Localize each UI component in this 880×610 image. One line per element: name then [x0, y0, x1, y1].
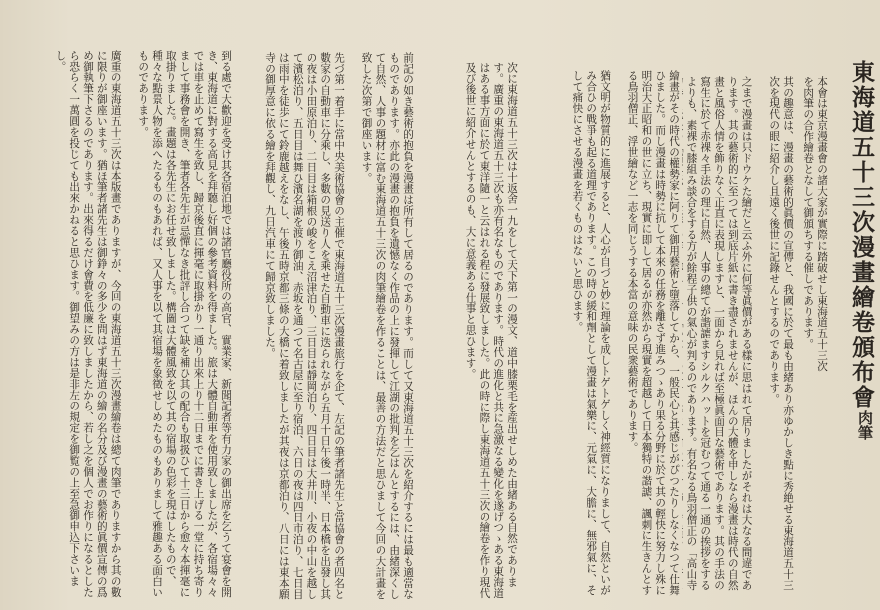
text-column-2: 其の趣意は、漫畫の藝術的眞價の宣傳と、我國に於て最も由緒あり亦ゆかしき點に秀絶せる東海道五十三次を現代の眼に紹介し且遠く後世に記錄せんとするのであります。 之まで漫畫は只ドウケた繪だと云ふ外に何等眞價がある樣に思はれて居りましたがそれは大なる間違であります。其の藝術的に至つては到底片紙に書き盡されませんが、ほんの大體を申しなら漫畫は時代の自然畫と風俗人情を飾りなく正直に表現しますと、一面から見れば至極眞面目な藝術であります。其の手法の寫生に於て赤裸々手法の理に自然、人事の總てが諧謔ますシルクハットを冠むつて通る一通の挨拶をするよりも、素裸で膝組み談合をする方が餘程子供の氣心が判るのであります。有名なる鳥羽僧正の「高山寺 [685, 76, 794, 591]
text-column-1: 本會は東京漫畫會の諸大家が實際に踏破せし東海道五十三次を肉筆の合作繪卷となして御頒ちする催しであります。 [802, 76, 828, 372]
page-title [848, 60, 874, 440]
title-sub: 肉筆 [856, 410, 874, 440]
title-main: 東海道五十三次漫畫繪卷頒布會 [848, 60, 875, 410]
text-column-4: 次に東海道五十三次は十返舍一九をして天下第一の漫文、道中膝栗毛を産出せしめた由緒ある自然であります。廣重の東海道五十三次も亦有名なものであります。時代の進化と共に急激なる變化を遂げつゝある東海道はある事方面に於て東洋隨一と云はれる程に發展致しました。此の時に際し東海道五十三次の繪卷を作り現代及び後世に紹介せんとするのも、大に意義ある仕事と思ひます。 [464, 62, 518, 599]
text-column-5: 前記の如き藝術的抱負を漫畫は所有して居るのであります。而して又東海道五十三次を紹介するには最も適當なものであります。亦此の漫畫の抱負を遺憾なく作品の上に發揮して江湖の批判を乞はんとするには、由緒深くして自然、人事の題材に富む東海道五十三次の肉筆繪卷を作ることは、最善の方法だと思ひまして今回の大計畫を致した次第で御座います。 先づ第一着手に當中央美術協會の主催で東海道五十三次漫畫旅行を企て、左記の筆者諸先生と當協會の者四名と數家の自動車に分乘し、多數の見送り人を乘せた自動車に迭られながら五月十日午後一時半、日本橋を出發し其の夜は小田原泊り、二日目は箱根の峻をこえ沼津泊り、三日目は靜岡泊り、四日目は大井川、小夜の中山を越して濱松泊り、五日目は舞ひ濱名湖を渡り御油、赤坂を通つて名古屋に至り宿泊、六日の夜は四日市泊り、七日目は雨中を徒歩にて鈴鹿越えをなし、午後五時京都三條の大橋に着致しましたが其夜は京都泊り、八日には東本願寺の御厚意に依る繪を拜觀し、九日汽車にて歸京致しました。 [264, 52, 414, 600]
text-column-3: 繪畫がその時代の權勢家に阿りて御用藝術と墮落してから、一般民心と其感じがぴつたりしなくなつて仕舞ひました。而し漫畫は時勢に抗して本來の任務を離さず進みつゝあり果る分野に於て其の輕快に努力し殊に明治大正昭和の世に立ち、現實に即して居るが亦然から現實を超越して日本獨特の諧謔、諷刺に生きんとする鳥羽僧正、浮世繪など一志を同じうする本當の意味の民衆藝術であります。 猶文明が物質的に進展すると、人心が自づと妙に理論を成しトゲトゲしく神經質になりまして、自然といがみ合ひの戰爭も起る道理であります。この時の緩和劑として漫畫は氣樂に、元氣に、大膽に、無邪氣に、そして痛快にさせる漫畫を若くものはないと思ひます。 [571, 70, 680, 596]
text-column-6: 到る處で大歡迎を受け其各宿泊地では諸官廳役所の高官、實業家、新聞記者等有力家の御出席を乞うて宴會を開き、東海道に對する高見を拜聽し好個の參考資料を得ました。旅は大體自動車を使用致しましたが、各宿場々々では車を止めて寫生を致し、歸京後直に揮毫に取掛かり一通り出來上り十二日までに書き上げる一堂に持ち寄りまして事務會を開き、筆者各先生が忌憚なき批評し合つて缺を補ひ其の配合も取扱ひて十三日から愈々本揮毫に取掛りました。畫題は各先生にお任せ致しました。構圖は大體風致を以て其の宿場の色彩を現はしたもので、種々な點景人物を添へたるものもあれば、又人事を以て其宿場を象徵せしめたものもありまして雅趣ある面白いものであります。 廣重の東海道五十三次は本版畫でありますが、今回の東海道五十三次漫畫繪卷は總て肉筆でありますから其の數に限りが御座います。猶ほ筆者諸先生は御錚々の多少を問はず東海道の繪の名分及び漫畫の藝術的眞價宣傳の爲め御執筆下さるのであります。出來得るだけ會費を低廉に致しましたから、若し之を個人でお作りになるとしたら恐らく一萬圓を投じても出來かねると思ひます。御望みの方は是非左の規定を御覧の上至急御申込下さいまし。 [54, 50, 232, 598]
